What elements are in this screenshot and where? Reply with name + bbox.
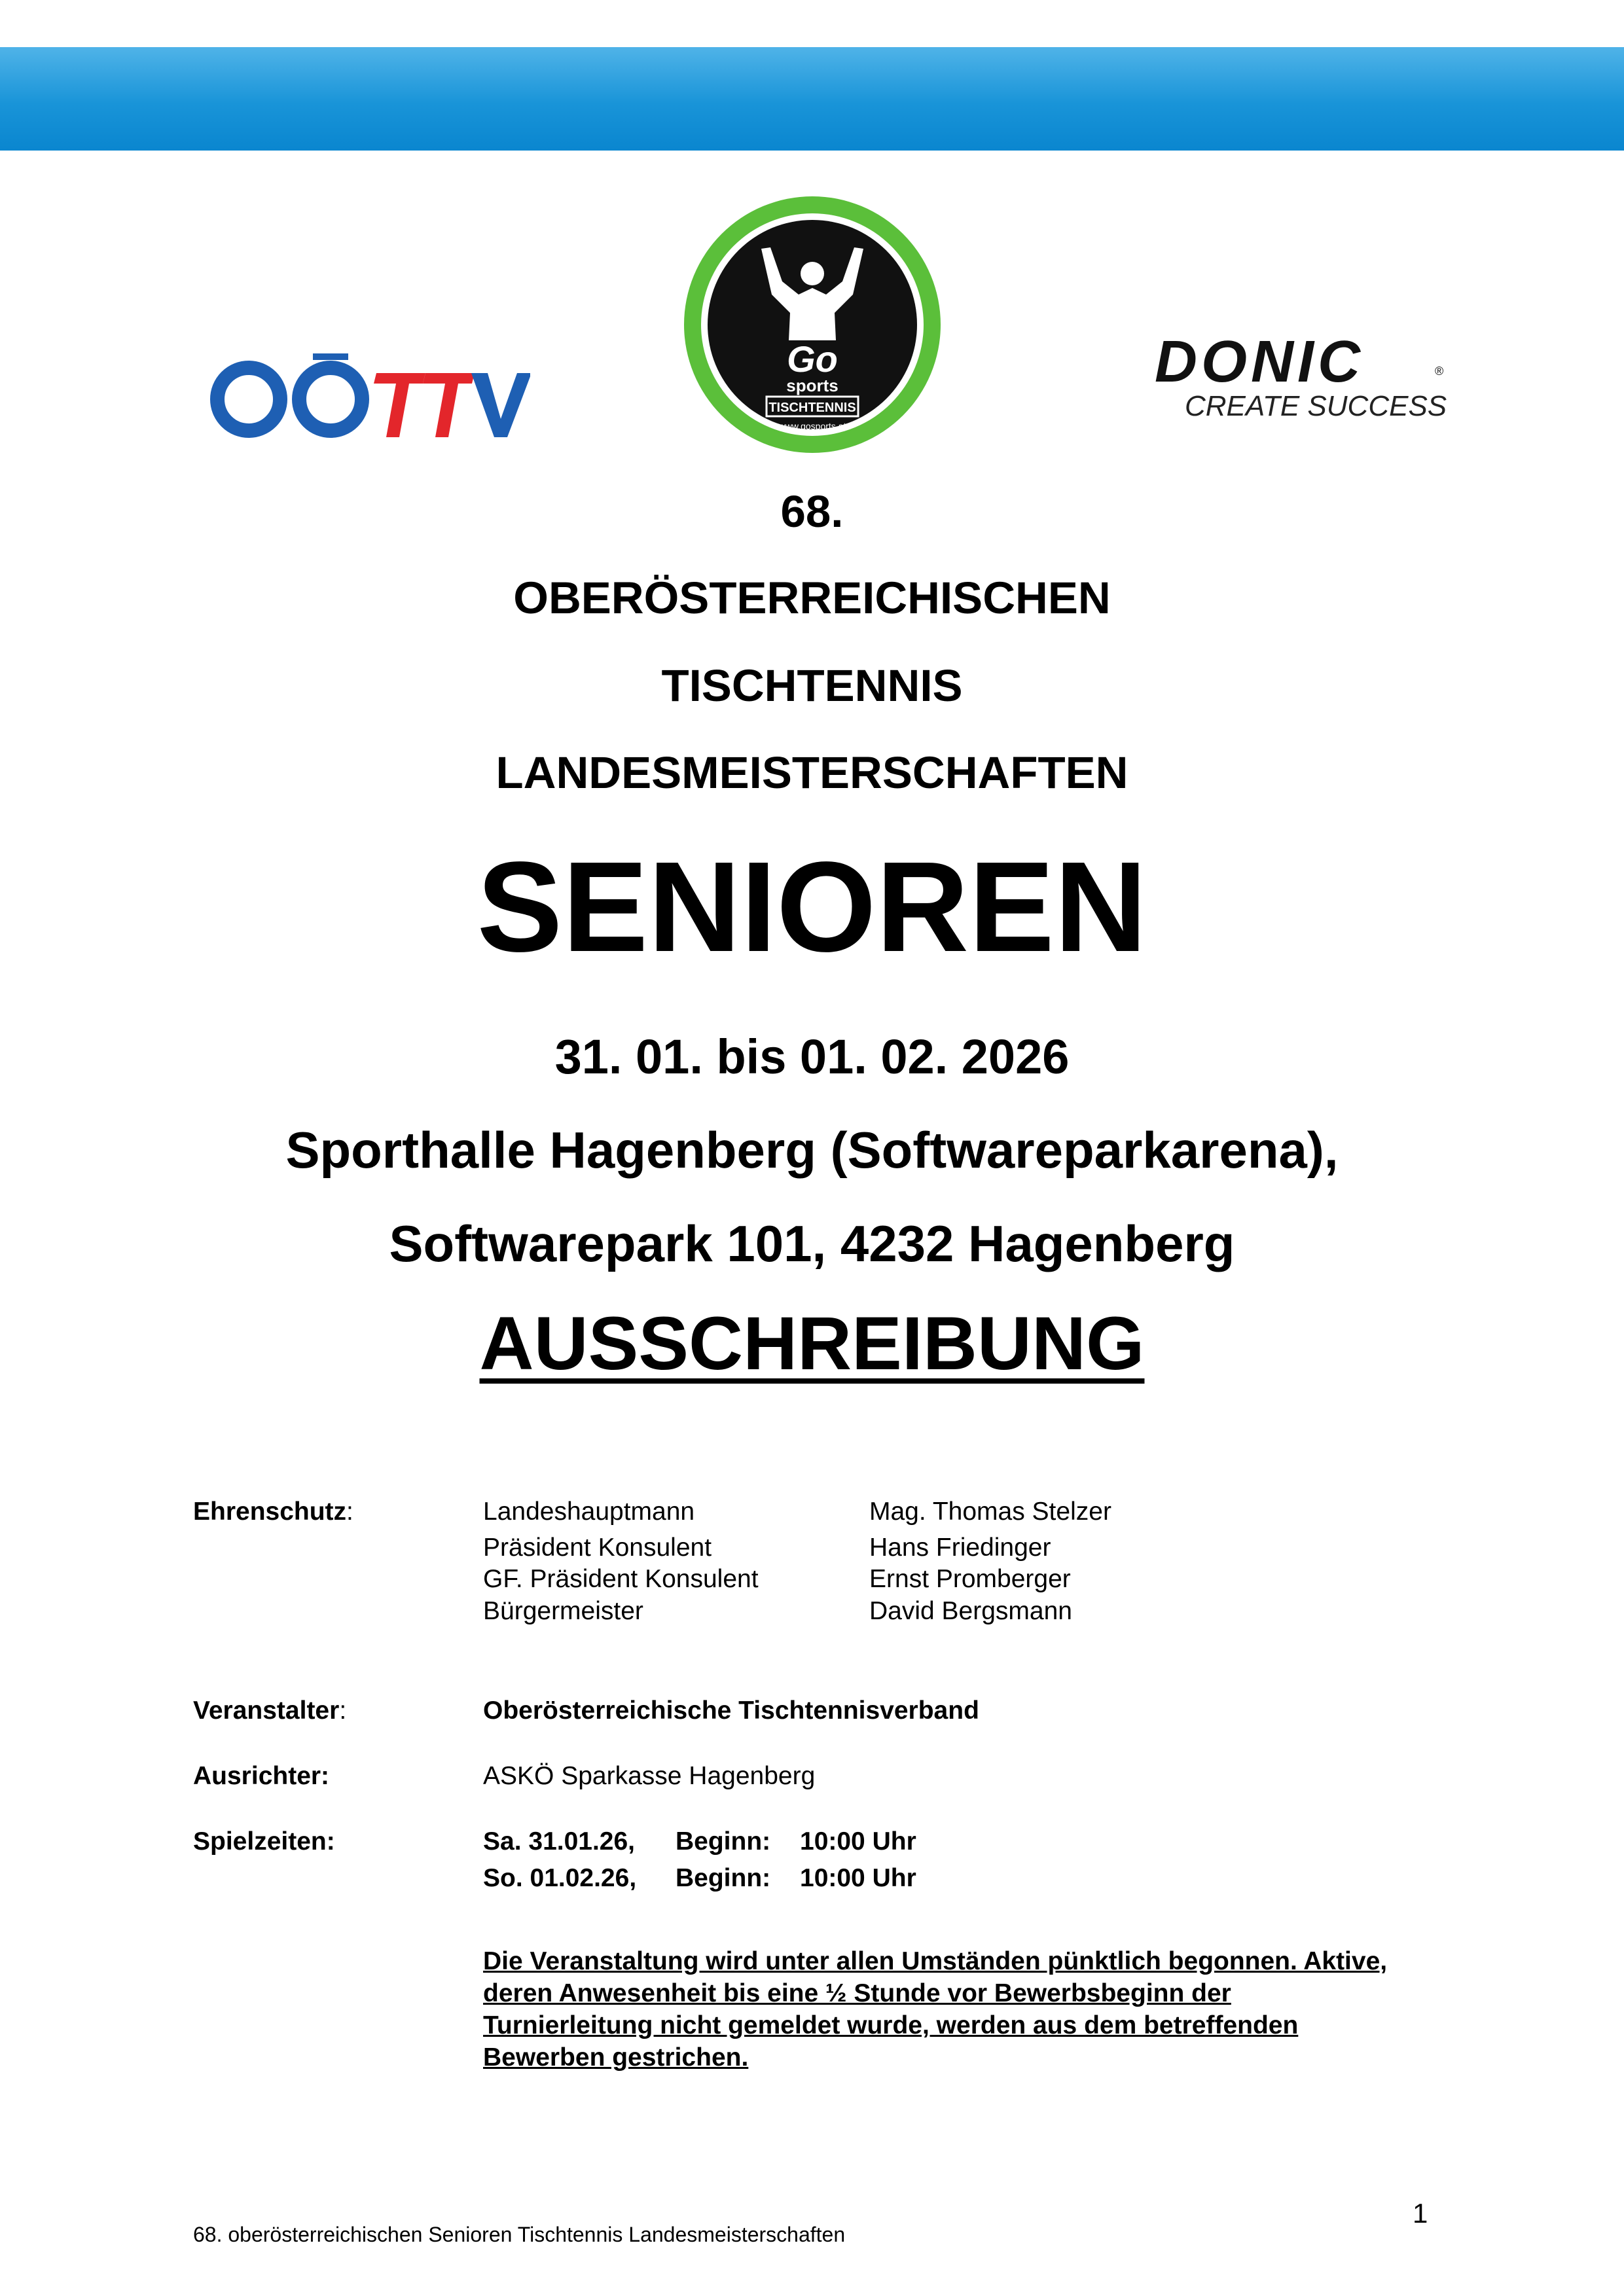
ehrenschutz-name: David Bergsmann <box>869 1597 1072 1625</box>
ehrenschutz-name: Mag. Thomas Stelzer <box>869 1498 1111 1526</box>
ehrenschutz-label-colon: : <box>346 1498 353 1526</box>
spielzeit-time: 10:00 Uhr <box>800 1827 916 1856</box>
ehrenschutz-role: Landeshauptmann <box>483 1498 695 1526</box>
spielzeit-beginn-label: Beginn: <box>676 1827 771 1856</box>
ehrenschutz-name: Ernst Promberger <box>869 1565 1071 1593</box>
veranstalter-label-text: Veranstalter <box>193 1696 340 1725</box>
document-type: AUSSCHREIBUNG <box>479 1302 1145 1386</box>
ausrichter-value: ASKÖ Sparkasse Hagenberg <box>483 1762 816 1790</box>
ehrenschutz-label <box>193 1498 353 1526</box>
ootv-logo <box>209 340 530 445</box>
ausrichter-label: Ausrichter: <box>193 1762 330 1790</box>
donic-logo-brand: DONIC <box>1155 331 1364 395</box>
event-venue: Sporthalle Hagenberg (Softwareparkarena), <box>285 1121 1339 1179</box>
spielzeiten-label: Spielzeiten: <box>193 1827 335 1856</box>
donic-logo <box>1152 331 1447 429</box>
gosports-logo-word: Go <box>787 338 838 380</box>
ehrenschutz-label-text: Ehrenschutz <box>193 1498 347 1526</box>
gosports-logo-sports: sports <box>786 376 839 395</box>
veranstalter-label <box>193 1696 346 1725</box>
page-footer: 68. oberösterreichischen Senioren Tischtennis Landesmeisterschaften <box>193 2223 846 2246</box>
donic-logo-registered: ® <box>1435 365 1444 378</box>
spielzeit-time: 10:00 Uhr <box>800 1864 916 1892</box>
ehrenschutz-role: Bürgermeister <box>483 1597 643 1625</box>
ehrenschutz-role: Präsident Konsulent <box>483 1534 712 1562</box>
title-line-2: TISCHTENNIS <box>661 660 963 711</box>
ehrenschutz-name: Hans Friedinger <box>869 1534 1051 1562</box>
title-main: SENIOREN <box>477 835 1147 978</box>
edition-number: 68. <box>780 486 844 537</box>
veranstalter-value: Oberösterreichische Tischtennisverband <box>483 1696 979 1725</box>
punctuality-notice: Die Veranstaltung wird unter allen Umständen pünktlich begonnen. Aktive, deren Anwesenheit bis eine ½ Stunde vor Bewerbsbeginn der Turnierleitung nicht gemeldet wurde, werden aus dem betreffenden Bewerben gestrichen. <box>483 1947 1388 2072</box>
ehrenschutz-role: GF. Präsident Konsulent <box>483 1565 759 1593</box>
page-number: 1 <box>1413 2198 1428 2229</box>
veranstalter-label-colon: : <box>339 1696 347 1725</box>
gosports-logo <box>684 196 941 453</box>
event-dates: 31. 01. bis 01. 02. 2026 <box>554 1030 1070 1084</box>
event-address: Softwarepark 101, 4232 Hagenberg <box>389 1215 1235 1272</box>
title-line-3: LANDESMEISTERSCHAFTEN <box>496 747 1128 798</box>
spielzeit-beginn-label: Beginn: <box>676 1864 771 1892</box>
gosports-logo-url: www.gosports.at <box>778 421 846 431</box>
spielzeit-day: So. 01.02.26, <box>483 1864 637 1892</box>
spielzeit-day: Sa. 31.01.26, <box>483 1827 636 1856</box>
header-bar <box>0 47 1624 151</box>
gosports-logo-tischtennis: TISCHTENNIS <box>768 401 856 415</box>
donic-logo-tagline: CREATE SUCCESS <box>1185 390 1447 422</box>
title-line-1: OBERÖSTERREICHISCHEN <box>513 573 1111 623</box>
